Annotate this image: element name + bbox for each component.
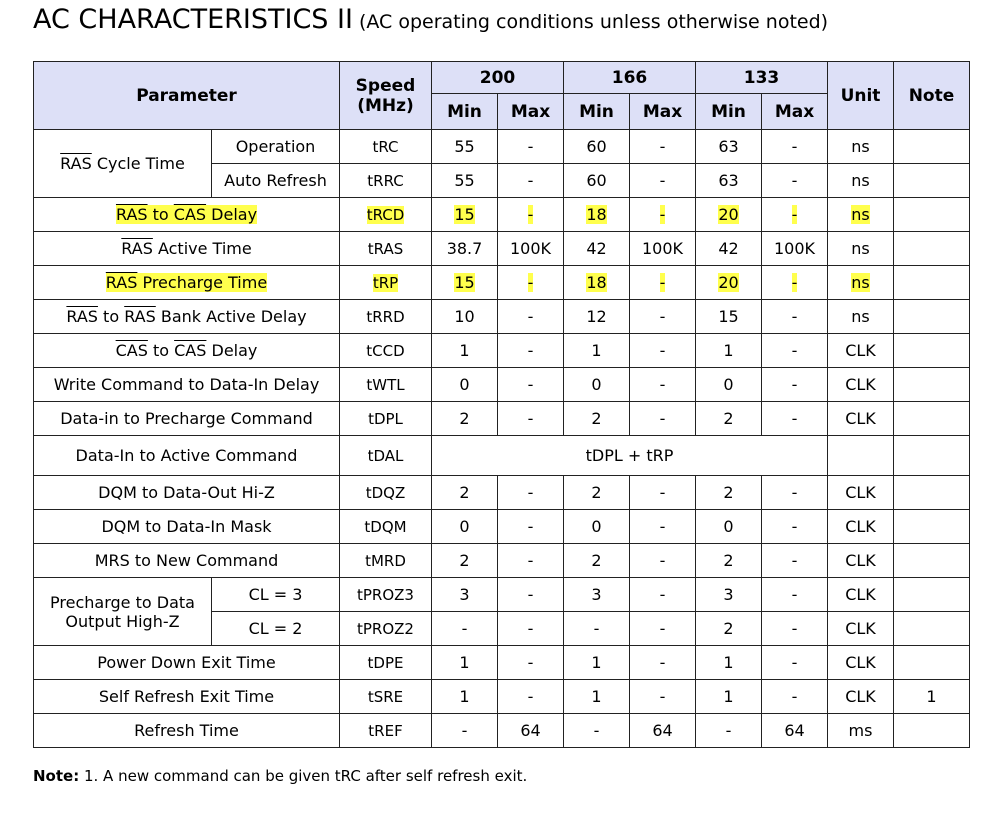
ac-characteristics-table	[33, 61, 970, 748]
unit-cell: CLK	[828, 368, 894, 402]
unit-cell: ms	[828, 714, 894, 748]
value-cell: -	[498, 510, 564, 544]
unit-cell: CLK	[828, 612, 894, 646]
value-cell: 15	[696, 300, 762, 334]
table-row	[34, 680, 970, 714]
param-cell: MRS to New Command	[34, 544, 340, 578]
header-speed: Speed (MHz)	[340, 62, 432, 130]
symbol-cell: tRP	[340, 266, 432, 300]
note-cell	[894, 612, 970, 646]
value-cell: 2	[432, 544, 498, 578]
value-cell: -	[762, 544, 828, 578]
value-cell: -	[630, 198, 696, 232]
value-cell: -	[498, 612, 564, 646]
value-cell: -	[762, 402, 828, 436]
value-cell: -	[432, 612, 498, 646]
note-cell	[894, 436, 970, 476]
header-grade-200: 200	[432, 62, 564, 94]
value-cell: 1	[564, 334, 630, 368]
unit-cell: ns	[828, 164, 894, 198]
unit-cell: CLK	[828, 646, 894, 680]
symbol-cell: tDPL	[340, 402, 432, 436]
header-max: Max	[762, 94, 828, 130]
condition-cell: CL = 3	[212, 578, 340, 612]
value-cell: 2	[696, 612, 762, 646]
value-cell: 2	[696, 402, 762, 436]
value-cell: 0	[564, 510, 630, 544]
value-cell: 0	[432, 368, 498, 402]
symbol-cell: tCCD	[340, 334, 432, 368]
value-cell: 64	[762, 714, 828, 748]
condition-cell: Auto Refresh	[212, 164, 340, 198]
table-row	[34, 368, 970, 402]
header-unit: Unit	[828, 62, 894, 130]
table-row	[34, 334, 970, 368]
value-cell: -	[762, 368, 828, 402]
table-row	[34, 578, 970, 612]
value-cell: 18	[564, 198, 630, 232]
value-cell: -	[630, 368, 696, 402]
value-cell: -	[762, 510, 828, 544]
unit-cell: CLK	[828, 510, 894, 544]
value-cell: 20	[696, 198, 762, 232]
value-cell: -	[630, 646, 696, 680]
value-cell: -	[432, 714, 498, 748]
unit-cell: CLK	[828, 544, 894, 578]
value-cell: -	[630, 402, 696, 436]
note-cell	[894, 578, 970, 612]
value-cell: 60	[564, 164, 630, 198]
value-cell: 3	[696, 578, 762, 612]
table-row	[34, 510, 970, 544]
value-cell: 1	[696, 646, 762, 680]
param-cell: Precharge to Data Output High-Z	[34, 578, 212, 646]
footnote	[33, 767, 527, 785]
symbol-cell: tRC	[340, 130, 432, 164]
value-cell: 1	[696, 680, 762, 714]
value-cell: -	[630, 300, 696, 334]
table-row	[34, 300, 970, 334]
table-row	[34, 646, 970, 680]
note-cell	[894, 266, 970, 300]
value-cell: 63	[696, 164, 762, 198]
value-cell: 0	[696, 368, 762, 402]
merged-value-cell: tDPL + tRP	[432, 436, 828, 476]
value-cell: 38.7	[432, 232, 498, 266]
unit-cell: ns	[828, 266, 894, 300]
header-grade-166: 166	[564, 62, 696, 94]
unit-cell: CLK	[828, 578, 894, 612]
value-cell: 60	[564, 130, 630, 164]
param-cell: Power Down Exit Time	[34, 646, 340, 680]
table-row	[34, 232, 970, 266]
value-cell: -	[498, 300, 564, 334]
symbol-cell: tRAS	[340, 232, 432, 266]
note-cell	[894, 368, 970, 402]
value-cell: -	[630, 612, 696, 646]
value-cell: -	[762, 266, 828, 300]
note-cell	[894, 714, 970, 748]
symbol-cell: tWTL	[340, 368, 432, 402]
unit-cell: ns	[828, 198, 894, 232]
header-max: Max	[630, 94, 696, 130]
symbol-cell: tRCD	[340, 198, 432, 232]
table-row	[34, 130, 970, 164]
table-row	[34, 198, 970, 232]
value-cell: 0	[564, 368, 630, 402]
value-cell: -	[630, 510, 696, 544]
value-cell: -	[762, 334, 828, 368]
value-cell: -	[630, 334, 696, 368]
unit-cell: CLK	[828, 476, 894, 510]
header-max: Max	[498, 94, 564, 130]
value-cell: -	[696, 714, 762, 748]
table-row	[34, 714, 970, 748]
param-cell: $\overline{RAS}$ to $\overline{RAS}$ Bank Active Delay	[34, 300, 340, 334]
value-cell: 15	[432, 266, 498, 300]
note-cell	[894, 476, 970, 510]
condition-cell: CL = 2	[212, 612, 340, 646]
table-row	[34, 402, 970, 436]
value-cell: 2	[696, 476, 762, 510]
symbol-cell: tSRE	[340, 680, 432, 714]
value-cell: 1	[432, 334, 498, 368]
document-title	[33, 4, 828, 35]
symbol-cell: tDPE	[340, 646, 432, 680]
value-cell: -	[498, 402, 564, 436]
value-cell: 64	[630, 714, 696, 748]
value-cell: -	[498, 578, 564, 612]
table-row	[34, 476, 970, 510]
value-cell: -	[762, 164, 828, 198]
unit-cell: ns	[828, 130, 894, 164]
table-row	[34, 436, 970, 476]
value-cell: -	[498, 130, 564, 164]
header-min: Min	[432, 94, 498, 130]
value-cell: -	[564, 714, 630, 748]
title-main: AC CHARACTERISTICS II	[33, 4, 353, 35]
note-cell	[894, 232, 970, 266]
value-cell: 3	[564, 578, 630, 612]
param-cell: $\overline{RAS}$ to $\overline{CAS}$ Delay	[34, 198, 340, 232]
param-cell: Self Refresh Exit Time	[34, 680, 340, 714]
unit-cell: CLK	[828, 402, 894, 436]
value-cell: 20	[696, 266, 762, 300]
note-cell	[894, 544, 970, 578]
symbol-cell: tDQM	[340, 510, 432, 544]
value-cell: 42	[696, 232, 762, 266]
symbol-cell: tPROZ2	[340, 612, 432, 646]
param-cell: $\overline{RAS}$ Cycle Time	[34, 130, 212, 198]
value-cell: 18	[564, 266, 630, 300]
note-cell	[894, 164, 970, 198]
param-cell: Write Command to Data-In Delay	[34, 368, 340, 402]
value-cell: -	[630, 578, 696, 612]
value-cell: -	[498, 266, 564, 300]
symbol-cell: tDQZ	[340, 476, 432, 510]
unit-cell	[828, 436, 894, 476]
value-cell: 12	[564, 300, 630, 334]
param-cell: $\overline{RAS}$ Precharge Time	[34, 266, 340, 300]
value-cell: 0	[696, 510, 762, 544]
header-min: Min	[564, 94, 630, 130]
value-cell: 2	[696, 544, 762, 578]
symbol-cell: tRRC	[340, 164, 432, 198]
title-sub: (AC operating conditions unless otherwise noted)	[358, 11, 829, 33]
symbol-cell: tDAL	[340, 436, 432, 476]
value-cell: 0	[432, 510, 498, 544]
value-cell: -	[630, 544, 696, 578]
value-cell: -	[498, 680, 564, 714]
value-cell: 1	[564, 680, 630, 714]
value-cell: -	[762, 680, 828, 714]
note-cell	[894, 334, 970, 368]
value-cell: 1	[432, 646, 498, 680]
symbol-cell: tMRD	[340, 544, 432, 578]
value-cell: 2	[432, 402, 498, 436]
note-cell	[894, 300, 970, 334]
param-cell: Data-in to Precharge Command	[34, 402, 340, 436]
unit-cell: ns	[828, 300, 894, 334]
header-min: Min	[696, 94, 762, 130]
header-parameter: Parameter	[34, 62, 340, 130]
value-cell: 63	[696, 130, 762, 164]
value-cell: 1	[564, 646, 630, 680]
header-note: Note	[894, 62, 970, 130]
note-cell	[894, 198, 970, 232]
param-cell: DQM to Data-Out Hi-Z	[34, 476, 340, 510]
footnote-text: 1. A new command can be given tRC after self refresh exit.	[79, 767, 528, 785]
param-cell: Refresh Time	[34, 714, 340, 748]
value-cell: -	[498, 198, 564, 232]
value-cell: 55	[432, 130, 498, 164]
value-cell: -	[498, 476, 564, 510]
value-cell: -	[630, 680, 696, 714]
value-cell: -	[630, 164, 696, 198]
symbol-cell: tREF	[340, 714, 432, 748]
value-cell: 42	[564, 232, 630, 266]
unit-cell: CLK	[828, 334, 894, 368]
value-cell: 2	[564, 402, 630, 436]
unit-cell: CLK	[828, 680, 894, 714]
value-cell: 100K	[630, 232, 696, 266]
value-cell: -	[498, 646, 564, 680]
value-cell: -	[762, 612, 828, 646]
param-cell: $\overline{CAS}$ to $\overline{CAS}$ Delay	[34, 334, 340, 368]
value-cell: -	[762, 476, 828, 510]
value-cell: 3	[432, 578, 498, 612]
value-cell: -	[498, 368, 564, 402]
condition-cell: Operation	[212, 130, 340, 164]
param-cell: Data-In to Active Command	[34, 436, 340, 476]
value-cell: -	[630, 266, 696, 300]
table-row	[34, 266, 970, 300]
value-cell: -	[630, 476, 696, 510]
value-cell: 100K	[498, 232, 564, 266]
value-cell: 2	[432, 476, 498, 510]
value-cell: 1	[696, 334, 762, 368]
note-cell	[894, 646, 970, 680]
value-cell: -	[762, 646, 828, 680]
value-cell: 64	[498, 714, 564, 748]
value-cell: -	[498, 334, 564, 368]
value-cell: 100K	[762, 232, 828, 266]
value-cell: 1	[432, 680, 498, 714]
note-cell	[894, 510, 970, 544]
table-header	[34, 62, 970, 130]
value-cell: 55	[432, 164, 498, 198]
value-cell: 2	[564, 544, 630, 578]
header-grade-133: 133	[696, 62, 828, 94]
value-cell: -	[762, 578, 828, 612]
table-row	[34, 544, 970, 578]
footnote-label: Note:	[33, 767, 80, 785]
value-cell: -	[762, 300, 828, 334]
value-cell: 10	[432, 300, 498, 334]
value-cell: -	[762, 198, 828, 232]
note-cell: 1	[894, 680, 970, 714]
param-cell: $\overline{RAS}$ Active Time	[34, 232, 340, 266]
param-cell: DQM to Data-In Mask	[34, 510, 340, 544]
value-cell: -	[498, 544, 564, 578]
value-cell: 15	[432, 198, 498, 232]
value-cell: -	[630, 130, 696, 164]
value-cell: -	[498, 164, 564, 198]
note-cell	[894, 130, 970, 164]
value-cell: -	[564, 612, 630, 646]
value-cell: 2	[564, 476, 630, 510]
unit-cell: ns	[828, 232, 894, 266]
symbol-cell: tPROZ3	[340, 578, 432, 612]
symbol-cell: tRRD	[340, 300, 432, 334]
value-cell: -	[762, 130, 828, 164]
note-cell	[894, 402, 970, 436]
